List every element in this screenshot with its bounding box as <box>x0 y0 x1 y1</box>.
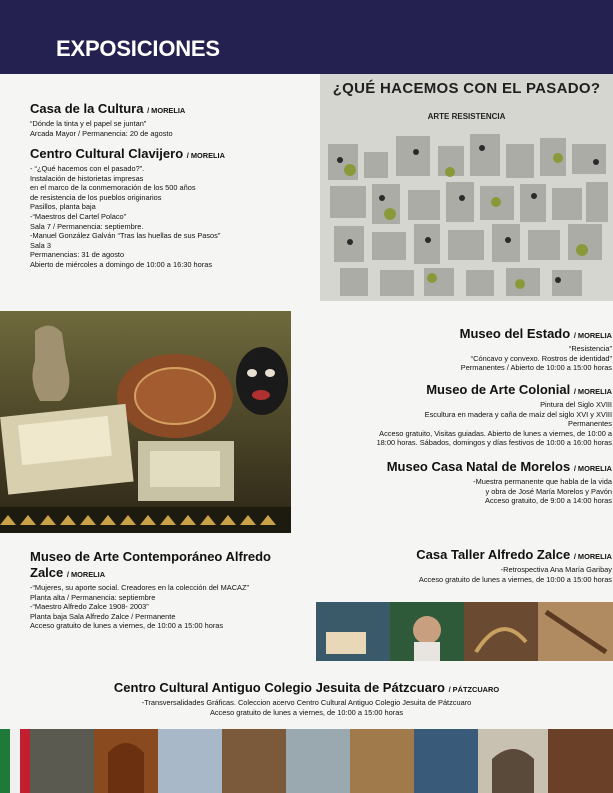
clavijero-line: en el marco de la conmemoración de los 500 años <box>30 183 196 193</box>
clavijero-line: Sala 7 / Permanencia: septiembre. <box>30 221 144 231</box>
poster-subtitle: ARTE RESISTENCIA <box>427 112 506 121</box>
museo-colonial-line: 18:00 horas. Sábados, domingos y días festivos de 10:00 a 16:00 horas <box>376 438 612 448</box>
casa-cultura-line: Arcada Mayor / Permanencia: 20 de agosto <box>30 128 173 138</box>
clavijero-title: Centro Cultural Clavijero <box>30 146 184 161</box>
clavijero-city: / MORELIA <box>186 151 225 160</box>
taller-zalce-city: / MORELIA <box>573 552 612 561</box>
taller-zalce-line: -Retrospectiva Ana María Garibay <box>500 565 612 574</box>
poster-image <box>320 74 613 301</box>
museo-colonial-line: Acceso gratuito, Visitas guiadas. Abierto de lunes a viernes, de 10:00 a <box>379 428 612 438</box>
museum-photo-art <box>0 311 291 533</box>
taller-zalce-title: Casa Taller Alfredo Zalce <box>416 547 571 562</box>
clavijero-line: -Manuel González Galván “Tras las huellas de sus Pasos” <box>30 231 221 241</box>
casa-cultura-block <box>30 101 185 138</box>
museo-estado-line: Permanentes / Abierto de 10:00 a 15:00 horas <box>460 363 612 373</box>
macaz-line: Planta alta / Permanencia: septiembre <box>30 592 156 602</box>
poster-collage <box>320 74 613 301</box>
museo-estado-line: “Cóncavo y convexo. Rostros de identidad” <box>470 353 612 363</box>
clavijero-line: Pasillos, planta baja <box>30 202 96 212</box>
museo-colonial-title: Museo de Arte Colonial <box>426 382 571 397</box>
casa-natal-line: Acceso gratuito, de 9:00 a 14:00 horas <box>485 496 612 506</box>
taller-zalce-block <box>416 547 612 584</box>
macaz-line: Acceso gratuito de lunes a viernes, de 10:00 a 15:00 horas <box>30 621 224 631</box>
museo-estado-city: / MORELIA <box>573 331 612 340</box>
macaz-city: / MORELIA <box>66 570 106 579</box>
museo-estado-title: Museo del Estado <box>459 326 571 341</box>
jesuita-block <box>0 680 613 717</box>
museo-colonial-city: / MORELIA <box>573 387 612 396</box>
clavijero-block <box>30 146 225 270</box>
bottom-photo-strip-art <box>0 729 613 793</box>
casa-cultura-city: / MORELIA <box>147 106 186 115</box>
bottom-photo-strip <box>0 729 613 793</box>
museo-colonial-line: Pintura del Siglo XVIII <box>540 400 612 409</box>
jesuita-city: / PÁTZCUARO <box>448 685 500 694</box>
clavijero-line: Sala 3 <box>30 240 51 250</box>
jesuita-title: Centro Cultural Antiguo Colegio Jesuita de Pátzcuaro <box>113 680 445 695</box>
casa-natal-block <box>387 459 612 506</box>
macaz-title-2: Zalce <box>30 565 64 580</box>
jesuita-line: Acceso gratuito de lunes a viernes, de 10:00 a 15:00 horas <box>209 707 404 717</box>
macaz-line: -“Maestro Alfredo Zalce 1908- 2003” <box>30 602 149 612</box>
clavijero-line: Abierto de miércoles a domingo de 10:00 a 16:30 horas <box>30 259 213 269</box>
macaz-title: Museo de Arte Contemporáneo Alfredo <box>30 549 272 564</box>
casa-cultura-title: Casa de la Cultura <box>30 101 144 116</box>
museum-photo <box>0 311 291 533</box>
clavijero-line: de resistencia de los pueblos originarios <box>30 192 162 202</box>
clavijero-line: -“Maestros del Cartel Polaco” <box>30 211 127 221</box>
museo-estado-block <box>460 326 612 373</box>
clavijero-line: Permanencias: 31 de agosto <box>30 250 125 260</box>
jesuita-line: -Transversalidades Gráficas. Coleccion acervo Centro Cultural Antiguo Colegio Jesuita de Pátzcuaro <box>141 698 472 707</box>
casa-natal-city: / MORELIA <box>573 464 612 473</box>
poster-title: ¿QUÉ HACEMOS CON EL PASADO? <box>332 80 601 97</box>
casa-cultura-line: “Dónde la tinta y el papel se juntan” <box>30 119 147 128</box>
museo-estado-line: “Resistencia” <box>568 344 612 353</box>
macaz-line: -“Mujeres, su aporte social. Creadores en la colección del MACAZ” <box>30 583 249 592</box>
clavijero-line: Instalación de historietas impresas <box>30 173 144 183</box>
museo-colonial-block <box>377 382 612 448</box>
casa-natal-line: -Muestra permanente que habla de la vida <box>473 477 612 486</box>
museo-colonial-line: Escultura en madera y caña de maíz del siglo XVI y XVIII <box>424 409 612 419</box>
casa-natal-line: y obra de José María Morelos y Pavón <box>485 486 612 496</box>
macaz-block <box>30 549 271 631</box>
macaz-line: Planta baja Sala Alfredo Zalce / Permanente <box>30 611 176 621</box>
page-header <box>0 0 613 74</box>
casa-natal-title: Museo Casa Natal de Morelos <box>386 459 571 474</box>
taller-zalce-line: Acceso gratuito de lunes a viernes, de 10:00 a 15:00 horas <box>418 574 612 584</box>
zalce-artworks-art <box>316 602 613 661</box>
page-title: EXPOSICIONES <box>56 36 220 61</box>
museo-colonial-line: Permanentes <box>568 419 612 429</box>
zalce-artworks <box>316 602 613 661</box>
clavijero-line: - “¿Qué hacemos con el pasado?”. <box>30 164 145 173</box>
